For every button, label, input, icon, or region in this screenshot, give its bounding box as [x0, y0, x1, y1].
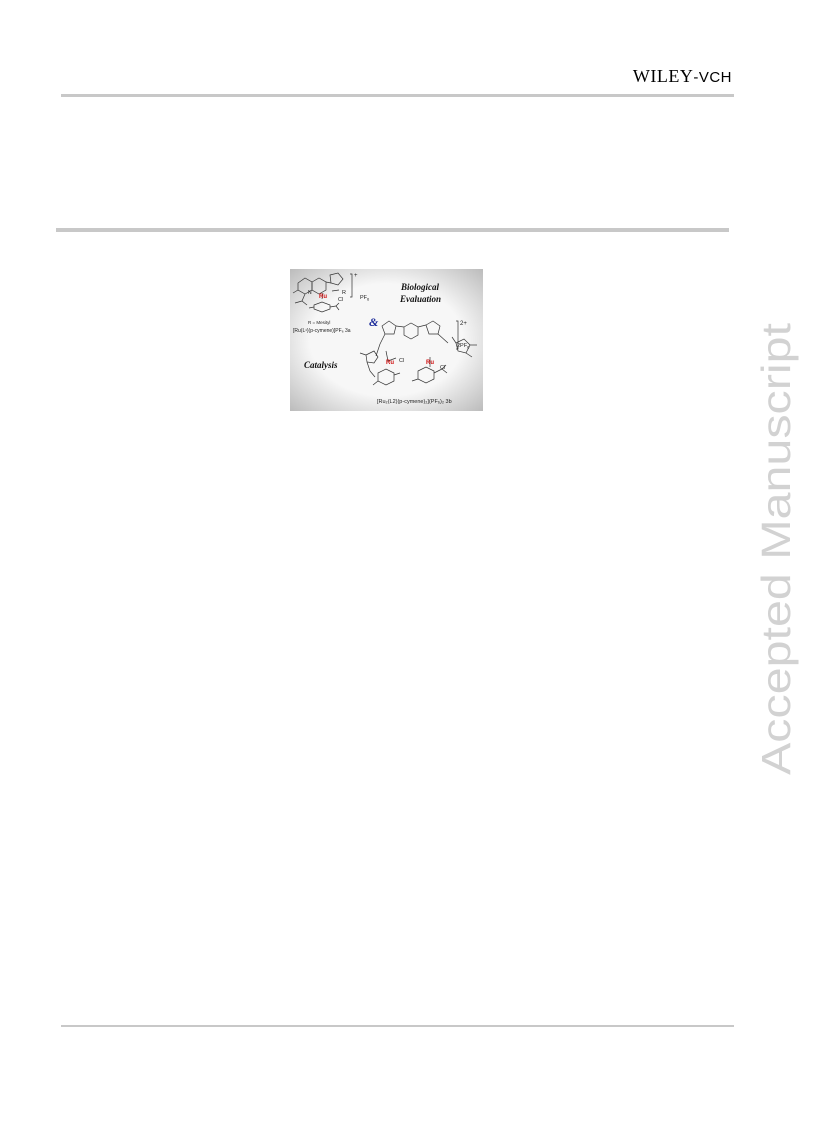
compound-3b-label: [Ru₂(L2)(p-cymene)₂](PF₆)₂ 3b	[377, 399, 452, 405]
graphical-abstract	[290, 269, 483, 411]
header-divider	[61, 94, 734, 97]
publisher-suffix: -VCH	[693, 69, 732, 86]
complex-3a-cl-label: Cl	[338, 297, 344, 303]
watermark-text: Accepted Manuscript	[753, 392, 799, 775]
label-evaluation: Evaluation	[400, 294, 442, 304]
label-biological: Biological	[401, 282, 439, 292]
complex-3b-counterion: $2PF_6$	[457, 343, 470, 350]
complex-3a-ru-label: Ru	[319, 294, 327, 300]
complex-3a-counterion: $PF_6$	[360, 295, 370, 302]
complex-3a-n-label: N	[308, 290, 312, 296]
label-catalysis: Catalysis	[304, 360, 338, 370]
r-group-definition: R = Mesityl	[308, 320, 331, 325]
compound-3a-label: [Ru(L¹)(p-cymene)]PF₆ 3a	[293, 328, 351, 334]
complex-3b-ru2-label: Ru	[426, 360, 434, 366]
complex-3b-charge: 2+	[460, 321, 467, 327]
ampersand: &	[369, 315, 379, 329]
publisher-name: WILEY	[632, 66, 694, 86]
complex-3a-charge: +	[354, 273, 358, 279]
publisher-logo	[633, 66, 732, 87]
complex-3b-cl1-label: Cl	[399, 358, 405, 364]
complex-3b-cl2-label: Cl	[440, 365, 446, 371]
complex-3a-r-label: R	[342, 290, 346, 296]
accepted-manuscript-watermark	[712, 320, 832, 775]
section-divider	[56, 228, 729, 232]
footer-divider	[61, 1025, 734, 1027]
complex-3b-ru1-label: Ru	[386, 360, 394, 366]
